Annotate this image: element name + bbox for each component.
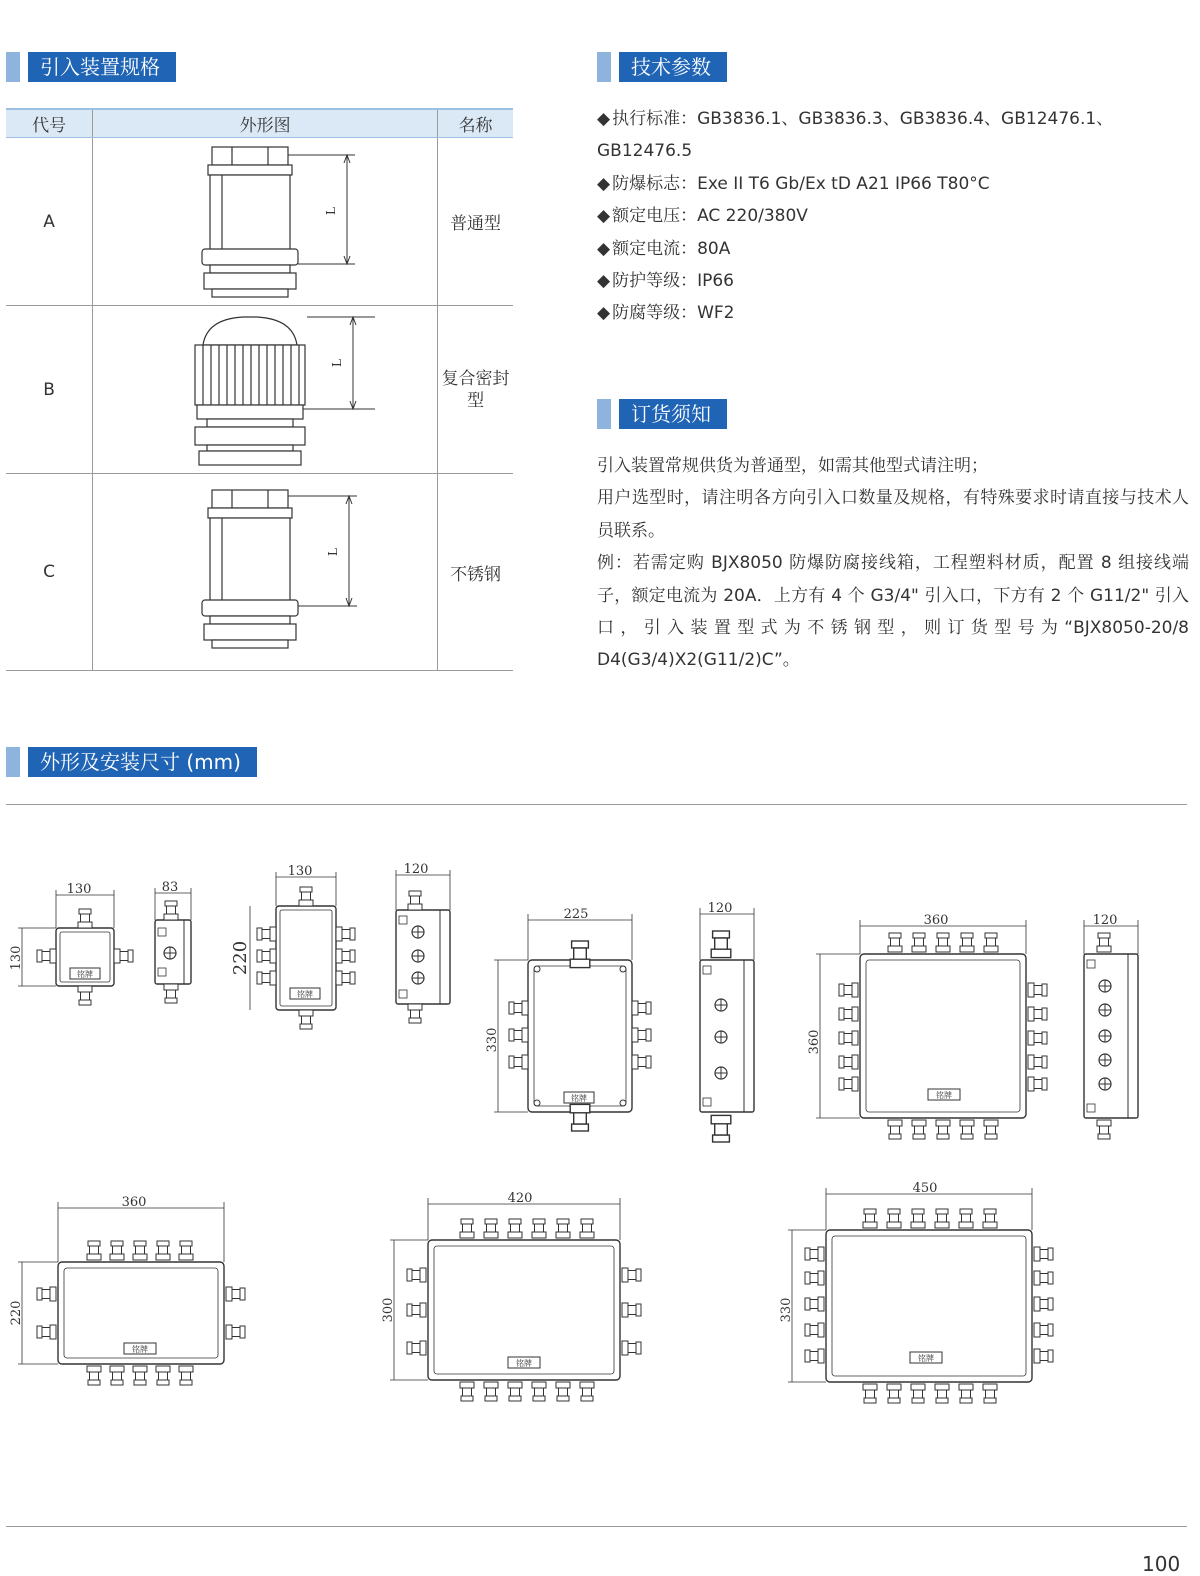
spec-table [6,108,513,671]
cable-gland-a-icon [95,139,435,299]
cable-gland-b-drawing [93,306,438,474]
bullet-icon: ◆ [597,238,611,259]
dimension-label: 120 [707,901,733,916]
bullet-icon: ◆ [597,173,611,194]
nameplate-label: 铭牌 [516,1359,532,1368]
order-notes [597,450,1189,677]
divider [6,804,1187,805]
dimension-label: 130 [66,882,92,897]
order-note-paragraph: 引入装置常规供货为普通型，如需其他型式请注明； [597,456,988,476]
row-name: 不锈钢 [438,474,513,671]
drawing-box-420x300 [381,1191,641,1401]
section-header-order-notes [597,399,727,429]
dimension-label: 83 [161,880,179,895]
dimension-label: 360 [923,913,949,928]
list-item: ◆ 执行标准：GB3836.1、GB3836.3、GB3836.4、GB12476.1、GB12476.5 [597,109,1114,162]
cable-gland-b-icon [95,307,435,467]
cable-gland-c-icon [95,480,435,660]
table-header-row [6,109,513,138]
dimension-label: 225 [563,907,589,922]
row-code: B [6,306,93,474]
col-header-drawing: 外形图 [93,109,438,138]
dimension-label: 130 [9,945,24,971]
dimension-label: L [326,547,341,556]
section-header-tech-params [597,52,727,82]
list-item: ◆ 防爆标志：Exe II T6 Gb/Ex tD A21 IP66 T80°C [597,173,990,194]
dimension-label: 360 [121,1195,147,1210]
drawing-side-120-a [396,862,450,1023]
list-item: ◆ 防腐等级：WF2 [597,303,735,324]
bullet-icon: ◆ [597,206,611,227]
tech-param-list [597,103,1200,330]
drawing-box-130x220 [230,864,355,1029]
dimension-label: 220 [9,1300,24,1326]
order-note-paragraph: 用户选型时，请注明各方向引入口数量及规格，有特殊要求时请直接与技术人员联系。 [597,488,1189,541]
bullet-icon: ◆ [597,303,611,324]
header-accent-bar [6,52,20,82]
drawing-box-360x220 [9,1195,245,1385]
nameplate-label: 铭牌 [297,990,313,999]
dimension-label: 450 [912,1181,938,1196]
list-item: ◆ 防护等级：IP66 [597,271,734,292]
dimension-label: L [324,207,339,215]
drawing-side-120-c [1084,913,1138,1139]
section-header-dimensions [6,747,257,777]
table-row [6,306,513,474]
nameplate-label: 铭牌 [936,1091,952,1100]
col-header-code: 代号 [6,109,93,138]
drawing-side-120-b [700,901,754,1142]
nameplate-label: 铭牌 [132,1345,148,1354]
table-row [6,474,513,671]
section-header-intro-spec [6,52,176,82]
bullet-icon: ◆ [597,109,611,129]
dimension-label: 120 [1092,913,1118,928]
nameplate-label: 铭牌 [918,1354,934,1363]
section-title: 订货须知 [619,399,727,429]
nameplate-label: 铭牌 [571,1094,587,1103]
table-row [6,138,513,306]
dimension-label: L [330,359,345,367]
dimension-label: 220 [230,940,251,976]
col-header-name: 名称 [438,109,513,138]
cable-gland-c-drawing [93,474,438,671]
row-code: A [6,138,93,306]
dimension-label: 300 [381,1297,396,1323]
header-accent-bar [597,399,611,429]
cable-gland-a-drawing [93,138,438,306]
drawing-side-83 [155,880,191,1003]
row-name: 普通型 [438,138,513,306]
page-number: 100 [1142,1552,1181,1576]
dimension-label: 330 [779,1297,794,1323]
section-title: 技术参数 [619,52,727,82]
drawing-box-450x330 [779,1181,1053,1403]
drawing-box-360x360 [807,913,1047,1139]
dimension-label: 420 [507,1191,533,1206]
drawing-box-225x330 [485,907,651,1131]
dimension-drawings [0,862,1200,1440]
dimension-label: 120 [403,862,429,877]
list-item: ◆ 额定电压：AC 220/380V [597,206,808,227]
nameplate-label: 铭牌 [77,970,93,979]
header-accent-bar [597,52,611,82]
section-title: 外形及安装尺寸 (mm) [28,747,257,777]
divider [6,1526,1187,1527]
list-item: ◆ 额定电流：80A [597,238,731,259]
header-accent-bar [6,747,20,777]
dimension-label: 360 [807,1029,822,1055]
section-title: 引入装置规格 [28,52,176,82]
dimension-label: 330 [485,1027,500,1053]
bullet-icon: ◆ [597,271,611,292]
row-name: 复合密封型 [438,306,513,474]
row-code: C [6,474,93,671]
drawing-box-130x130 [9,882,133,1005]
dimension-label: 130 [287,864,313,879]
order-note-paragraph: 例：若需定购 BJX8050 防爆防腐接线箱，工程塑料材质，配置 8 组接线端子，额定电流为 20A．上方有 4 个 G3/4" 引入口，下方有 2 个 G11/2" 引入口，引入装置型式为不锈钢型，则订货型号为“BJX8050-20/8 D4(G3/4)X2(G11/2)C”。 [597,553,1189,671]
